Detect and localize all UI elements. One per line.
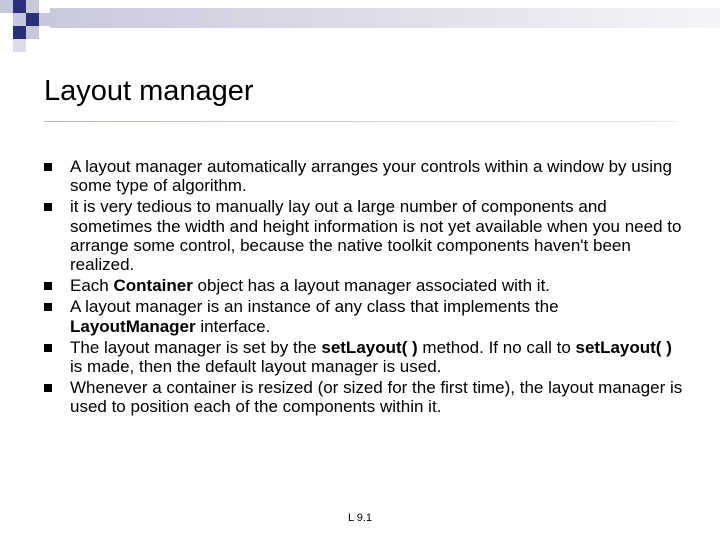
title-divider xyxy=(44,121,676,122)
bullet-text: it is very tedious to manually lay out a large number of components and sometimes the width and height information is not yet available when you need to arrange some control, because the native toolkit components haven't been realized. xyxy=(70,197,682,275)
bullet-bold-text: Container xyxy=(113,276,193,296)
bullet-text: A layout manager automatically arranges your controls within a window by using some type of algorithm. xyxy=(70,157,672,196)
bullet-item xyxy=(44,378,684,416)
bullet-text: A layout manager is an instance of any class that implements the xyxy=(70,297,559,317)
bullet-text: The layout manager is set by the xyxy=(70,337,322,357)
bullet-item xyxy=(44,297,684,335)
header-band xyxy=(50,8,720,28)
bullet-list xyxy=(44,157,684,419)
header-decoration xyxy=(0,0,720,60)
bullet-item xyxy=(44,157,684,195)
bullet-text: Each xyxy=(70,276,114,296)
bullet-square-icon xyxy=(44,384,52,392)
bullet-text: interface. xyxy=(195,316,271,336)
bullet-square-icon xyxy=(44,163,52,171)
bullet-bold-text: setLayout( ) xyxy=(321,337,418,357)
bullet-item xyxy=(44,338,684,376)
slide-footer: L 9.1 xyxy=(347,512,373,524)
bullet-square-icon xyxy=(44,203,52,211)
bullet-square-icon xyxy=(44,303,52,311)
bullet-text: is made, then the default layout manager is used. xyxy=(70,357,442,377)
checker-squares xyxy=(0,0,52,52)
bullet-text: object has a layout manager associated with it. xyxy=(192,276,551,296)
bullet-square-icon xyxy=(44,344,52,352)
slide-title: Layout manager xyxy=(44,75,254,107)
bullet-text: Whenever a container is resized (or sized for the first time), the layout manager is used to position each of the components within it. xyxy=(70,378,683,417)
bullet-text: method. If no call to xyxy=(417,337,576,357)
bullet-item xyxy=(44,276,684,295)
bullet-square-icon xyxy=(44,282,52,290)
bullet-bold-text: setLayout( ) xyxy=(575,337,672,357)
bullet-item xyxy=(44,197,684,274)
bullet-bold-text: LayoutManager xyxy=(70,316,196,336)
